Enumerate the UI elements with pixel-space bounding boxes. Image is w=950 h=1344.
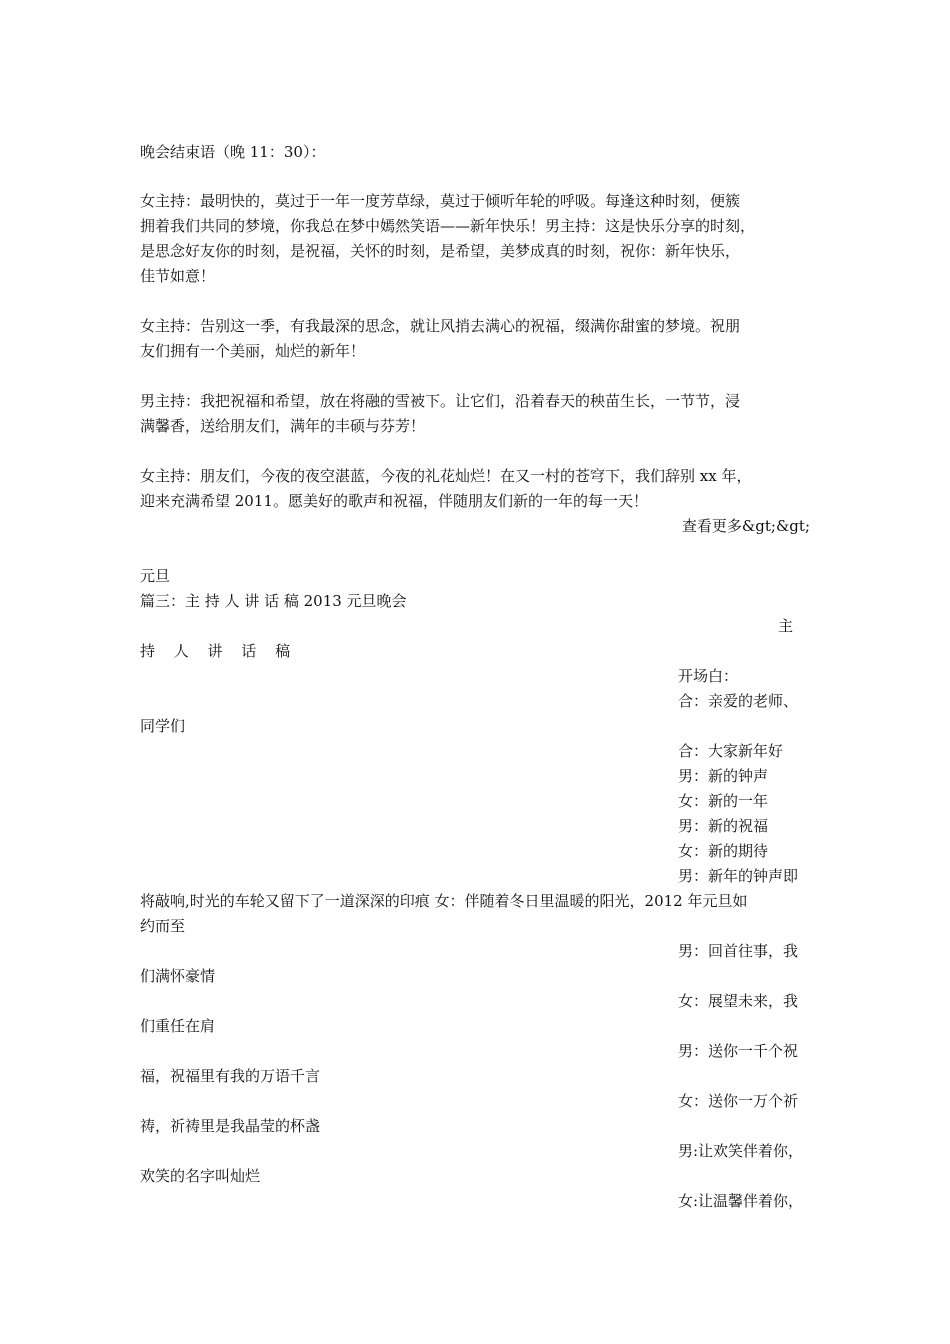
- script-line-8-cont: 们满怀豪情: [140, 967, 216, 985]
- script-line-12: 男:让欢笑伴着你，: [678, 1142, 804, 1160]
- script-line-1: 合：亲爱的老师、: [678, 692, 799, 710]
- script-line-6: 女：新的期待: [678, 842, 769, 860]
- script-line-3: 男：新的钟声: [678, 767, 769, 785]
- script-line-10-cont: 福，祝福里有我的万语千言: [140, 1067, 321, 1085]
- script-line-12-cont: 欢笑的名字叫灿烂: [140, 1167, 261, 1185]
- closing-p3-line1: 男主持：我把祝福和希望，放在将融的雪被下。让它们，沿着春天的秧苗生长，一节节，浸: [140, 392, 741, 410]
- section-subtitle: 持 人 讲 话 稿: [140, 642, 298, 660]
- opening-label: 开场白：: [678, 667, 739, 685]
- script-line-7-cont: 将敲响,时光的车轮又留下了一道深深的印痕 女：伴随着冬日里温暖的阳光，2012 年元旦如: [140, 892, 748, 910]
- closing-p1-line1: 女主持：最明快的，莫过于一年一度芳草绿，莫过于倾听年轮的呼吸。每逢这种时刻，便簇: [140, 192, 741, 210]
- closing-heading: 晚会结束语（晚 11：30）：: [140, 143, 326, 161]
- script-line-11-cont: 祷，祈祷里是我晶莹的杯盏: [140, 1117, 321, 1135]
- section-title-right-fragment: 主: [778, 617, 794, 635]
- section-tag: 元旦: [140, 567, 171, 585]
- script-line-1-cont: 同学们: [140, 717, 186, 735]
- script-line-4: 女：新的一年: [678, 792, 769, 810]
- closing-p4-line2: 迎来充满希望 2011。愿美好的歌声和祝福，伴随朋友们新的一年的每一天！: [140, 492, 648, 510]
- script-line-8: 男：回首往事，我: [678, 942, 799, 960]
- script-line-7-cont2: 约而至: [140, 917, 186, 935]
- script-line-11: 女：送你一万个祈: [678, 1092, 799, 1110]
- closing-p1-line2: 拥着我们共同的梦境，你我总在梦中嫣然笑语——新年快乐！男主持：这是快乐分享的时刻，: [140, 217, 756, 235]
- closing-p2-line2: 友们拥有一个美丽，灿烂的新年！: [140, 342, 366, 360]
- script-line-10: 男：送你一千个祝: [678, 1042, 799, 1060]
- closing-p3-line2: 满馨香，送给朋友们，满年的丰硕与芬芳！: [140, 417, 426, 435]
- script-line-9-cont: 们重任在肩: [140, 1017, 216, 1035]
- more-link[interactable]: 查看更多&gt;&gt;: [681, 517, 810, 535]
- closing-p4-line1: 女主持：朋友们，今夜的夜空湛蓝，今夜的礼花灿烂！在又一村的苍穹下，我们辞别 xx 年，: [140, 467, 752, 485]
- section-title: 篇三：主 持 人 讲 话 稿 2013 元旦晚会: [140, 592, 407, 610]
- closing-p1-line4: 佳节如意！: [140, 267, 216, 285]
- closing-p2-line1: 女主持：告别这一季，有我最深的思念，就让风捎去满心的祝福，缀满你甜蜜的梦境。祝朋: [140, 317, 741, 335]
- script-line-7: 男：新年的钟声即: [678, 867, 799, 885]
- script-line-9: 女：展望未来，我: [678, 992, 799, 1010]
- script-line-2: 合：大家新年好: [678, 742, 784, 760]
- script-line-5: 男：新的祝福: [678, 817, 769, 835]
- closing-p1-line3: 是思念好友你的时刻，是祝福，关怀的时刻，是希望，美梦成真的时刻，祝你：新年快乐，: [140, 242, 741, 260]
- script-line-13: 女:让温馨伴着你，: [678, 1192, 804, 1210]
